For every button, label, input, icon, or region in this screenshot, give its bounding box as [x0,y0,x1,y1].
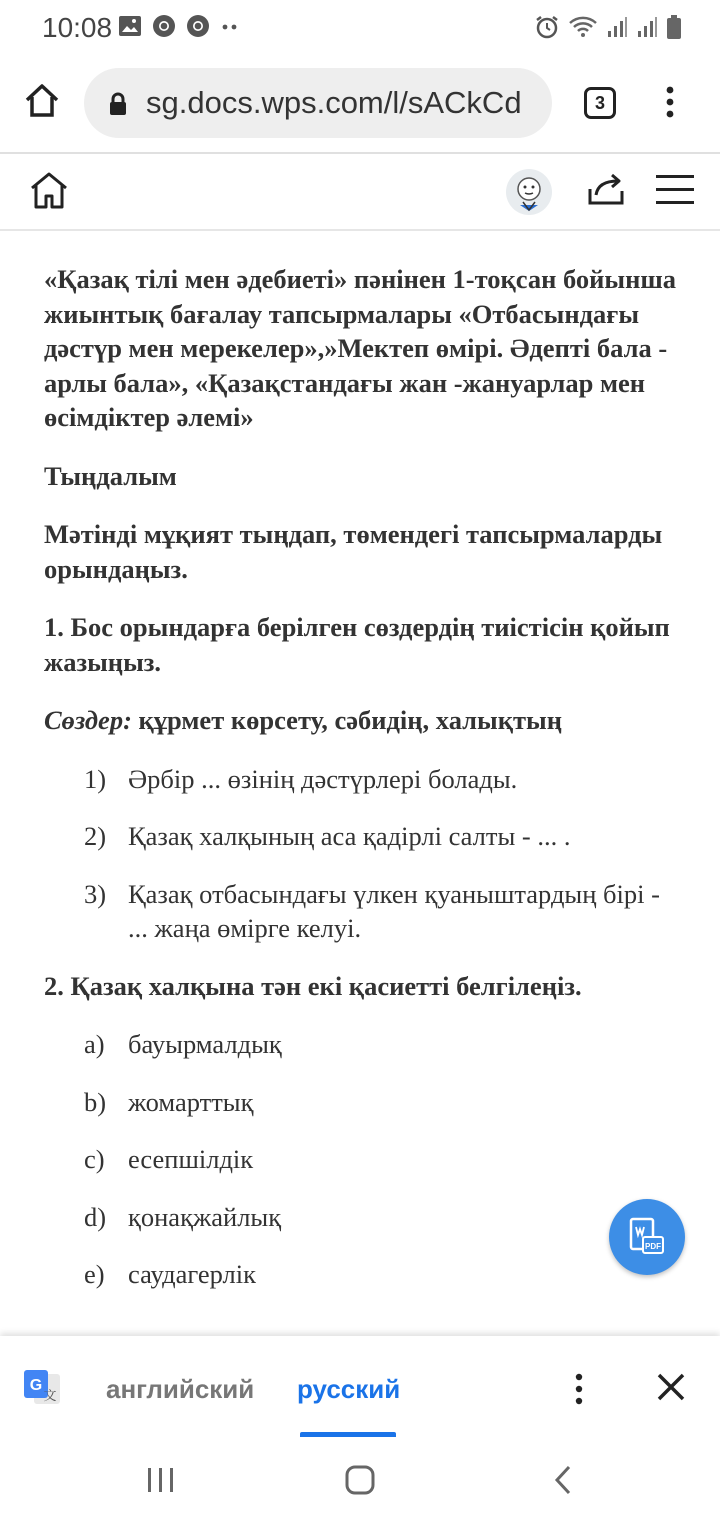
option-text: жомарттық [128,1086,254,1117]
back-icon[interactable] [552,1464,574,1496]
option-item [44,1027,684,1062]
address-bar[interactable] [84,68,552,138]
source-language-tab[interactable]: английский [106,1374,255,1404]
browser-toolbar [0,56,720,154]
svg-text:G: G [29,1377,43,1394]
option-text: есепшілдік [128,1144,254,1174]
avatar-icon [506,169,552,215]
item-text: Қазақ отбасындағы үлкен қуаныштардың бірі - ... жаңа өмірге келуі. [128,878,660,943]
task-1-heading: 1. Бос орындарға берілген сөздердің тиістісін қойып жазыңыз. [44,612,670,677]
url-text: sg.docs.wps.com/l/sACkCd [146,85,522,120]
target-language-tab[interactable]: русский [297,1374,401,1404]
option-letter: b) [84,1086,107,1117]
option-letter: e) [84,1259,105,1289]
item-number: 2) [84,821,107,851]
words-list: құрмет көрсету, сәбидің, халықтың [131,705,562,735]
option-item [44,1200,684,1235]
battery-icon [666,14,682,40]
item-number: 1) [84,763,107,794]
svg-text:PDF: PDF [645,1242,661,1251]
option-text: қонақжайлық [128,1201,282,1232]
system-navigation-bar [0,1438,720,1520]
chrome-icon [186,14,210,38]
document-app-header [0,153,720,231]
words-label: Сөздер: [44,705,132,735]
option-text: саудагерлік [128,1259,256,1289]
signal-icon [636,15,658,39]
words-line [44,703,684,738]
section-heading: Тыңдалым [44,460,177,491]
task-2-options [44,1027,684,1292]
more-dots-icon [220,14,240,38]
option-item [44,1085,684,1120]
status-time: 10:08 [42,12,113,43]
option-item [44,1142,684,1177]
google-translate-icon [22,1368,62,1408]
menu-icon[interactable] [656,173,694,207]
word-to-pdf-icon [629,1217,665,1257]
recent-apps-icon[interactable] [146,1466,176,1494]
signal-icon [606,15,628,39]
task-1-list [44,762,684,946]
instruction-text: Мәтінді мұқият тыңдап, төмендегі тапсырмаларды орындаңыз. [44,519,663,584]
share-icon[interactable] [586,169,626,209]
home-icon[interactable] [28,169,70,211]
wifi-icon [568,14,598,40]
translate-bar [0,1336,720,1438]
list-item [44,819,684,854]
list-item [44,877,684,946]
svg-text:文: 文 [43,1389,57,1404]
chrome-icon [152,14,176,38]
active-tab-indicator [300,1432,396,1437]
home-icon[interactable] [22,81,62,121]
item-number: 3) [84,878,107,909]
convert-to-pdf-button[interactable] [609,1199,685,1275]
option-letter: a) [84,1029,105,1059]
option-letter: d) [84,1201,107,1232]
close-icon[interactable] [656,1372,686,1402]
image-icon [118,15,142,37]
option-text: бауырмалдық [128,1029,282,1059]
translate-options-icon[interactable] [572,1372,586,1406]
option-letter: c) [84,1144,105,1174]
task-2-heading: 2. Қазақ халқына тән екі қасиетті белгілеңіз. [44,970,582,1001]
tab-switcher-button[interactable]: 3 [584,87,616,119]
status-bar [0,0,720,56]
document-body [44,262,684,1315]
document-title: «Қазақ тілі мен әдебиеті» пәнінен 1-тоқсан бойынша жиынтық бағалау тапсырмалары «Отбасындағы дәстүр мен мерекелер»,»Мектеп өмірі. Әдепті бала - арлы бала», «Қазақстандағы жан -жануарлар мен өсімдіктер әлемі» [44,264,676,432]
avatar[interactable] [506,169,552,215]
overflow-menu-icon[interactable] [662,84,678,120]
alarm-icon [534,14,560,40]
home-nav-icon[interactable] [344,1464,376,1496]
item-text: Қазақ халқының аса қадірлі салты - ... . [128,821,571,851]
list-item [44,762,684,797]
item-text: Әрбір ... өзінің дәстүрлері болады. [128,763,518,794]
lock-icon [108,92,128,116]
option-item [44,1257,684,1292]
